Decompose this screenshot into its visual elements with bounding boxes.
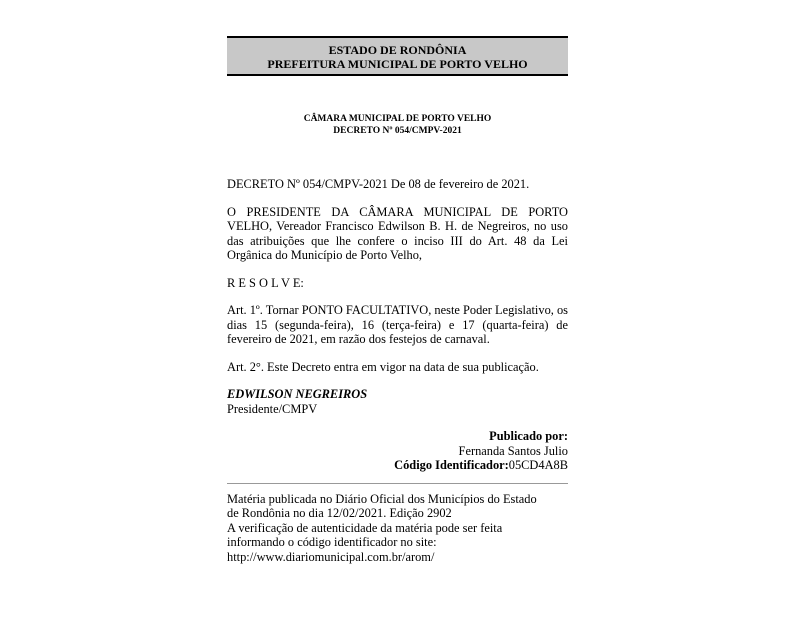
publication-info bbox=[227, 429, 568, 473]
document-page bbox=[227, 36, 568, 564]
published-by-label: Publicado por: bbox=[489, 429, 568, 443]
preamble-paragraph: O PRESIDENTE DA CÂMARA MUNICIPAL DE PORTO VELHO, Vereador Francisco Edwilson B. H. de Negreiros, no uso das atribuições que lhe confere o inciso III do Art. 48 da Lei Orgânica do Município de Porto Velho, bbox=[227, 204, 568, 262]
decree-number-title: DECRETO Nº 054/CMPV-2021 bbox=[333, 126, 462, 136]
decree-heading: DECRETO Nº 054/CMPV-2021 De 08 de fevereiro de 2021. bbox=[227, 177, 530, 191]
chamber-title: CÂMARA MUNICIPAL DE PORTO VELHO bbox=[303, 114, 492, 124]
identifier-code: 05CD4A8B bbox=[508, 458, 568, 472]
footer-note bbox=[227, 492, 568, 565]
footer-line-1: Matéria publicada no Diário Oficial dos Municípios do Estado bbox=[227, 491, 537, 506]
signatory-role: Presidente/CMPV bbox=[227, 401, 318, 416]
identifier-line bbox=[227, 458, 568, 473]
prefeitura-title: PREFEITURA MUNICIPAL DE PORTO VELHO bbox=[267, 57, 528, 71]
article-1: Art. 1º. Tornar PONTO FACULTATIVO, neste Poder Legislativo, os dias 15 (segunda-feira), 16 (terça-feira) e 17 (quarta-feira) de fevereiro de 2021, em razão dos festejos de carnaval. bbox=[227, 303, 568, 346]
footer-line-4: informando o código identificador no site: bbox=[227, 535, 437, 549]
article-2: Art. 2°. Este Decreto entra em vigor na data de sua publicação. bbox=[227, 359, 539, 374]
state-title: ESTADO DE RONDÔNIA bbox=[328, 43, 467, 57]
footer-line-2: de Rondônia no dia 12/02/2021. Edição 2902 bbox=[227, 506, 452, 520]
chamber-subheader bbox=[227, 113, 568, 137]
resolve-heading: R E S O L V E: bbox=[227, 275, 304, 290]
footer-divider bbox=[227, 483, 568, 484]
publisher-name: Fernanda Santos Julio bbox=[458, 443, 568, 458]
state-header bbox=[227, 36, 568, 76]
footer-line-3: A verificação de autenticidade da matéria pode ser feita bbox=[227, 520, 503, 535]
signatory-name: EDWILSON NEGREIROS bbox=[227, 387, 368, 401]
footer-url-link[interactable]: http://www.diariomunicipal.com.br/arom/ bbox=[227, 549, 435, 564]
identifier-label: Código Identificador: bbox=[394, 458, 509, 472]
